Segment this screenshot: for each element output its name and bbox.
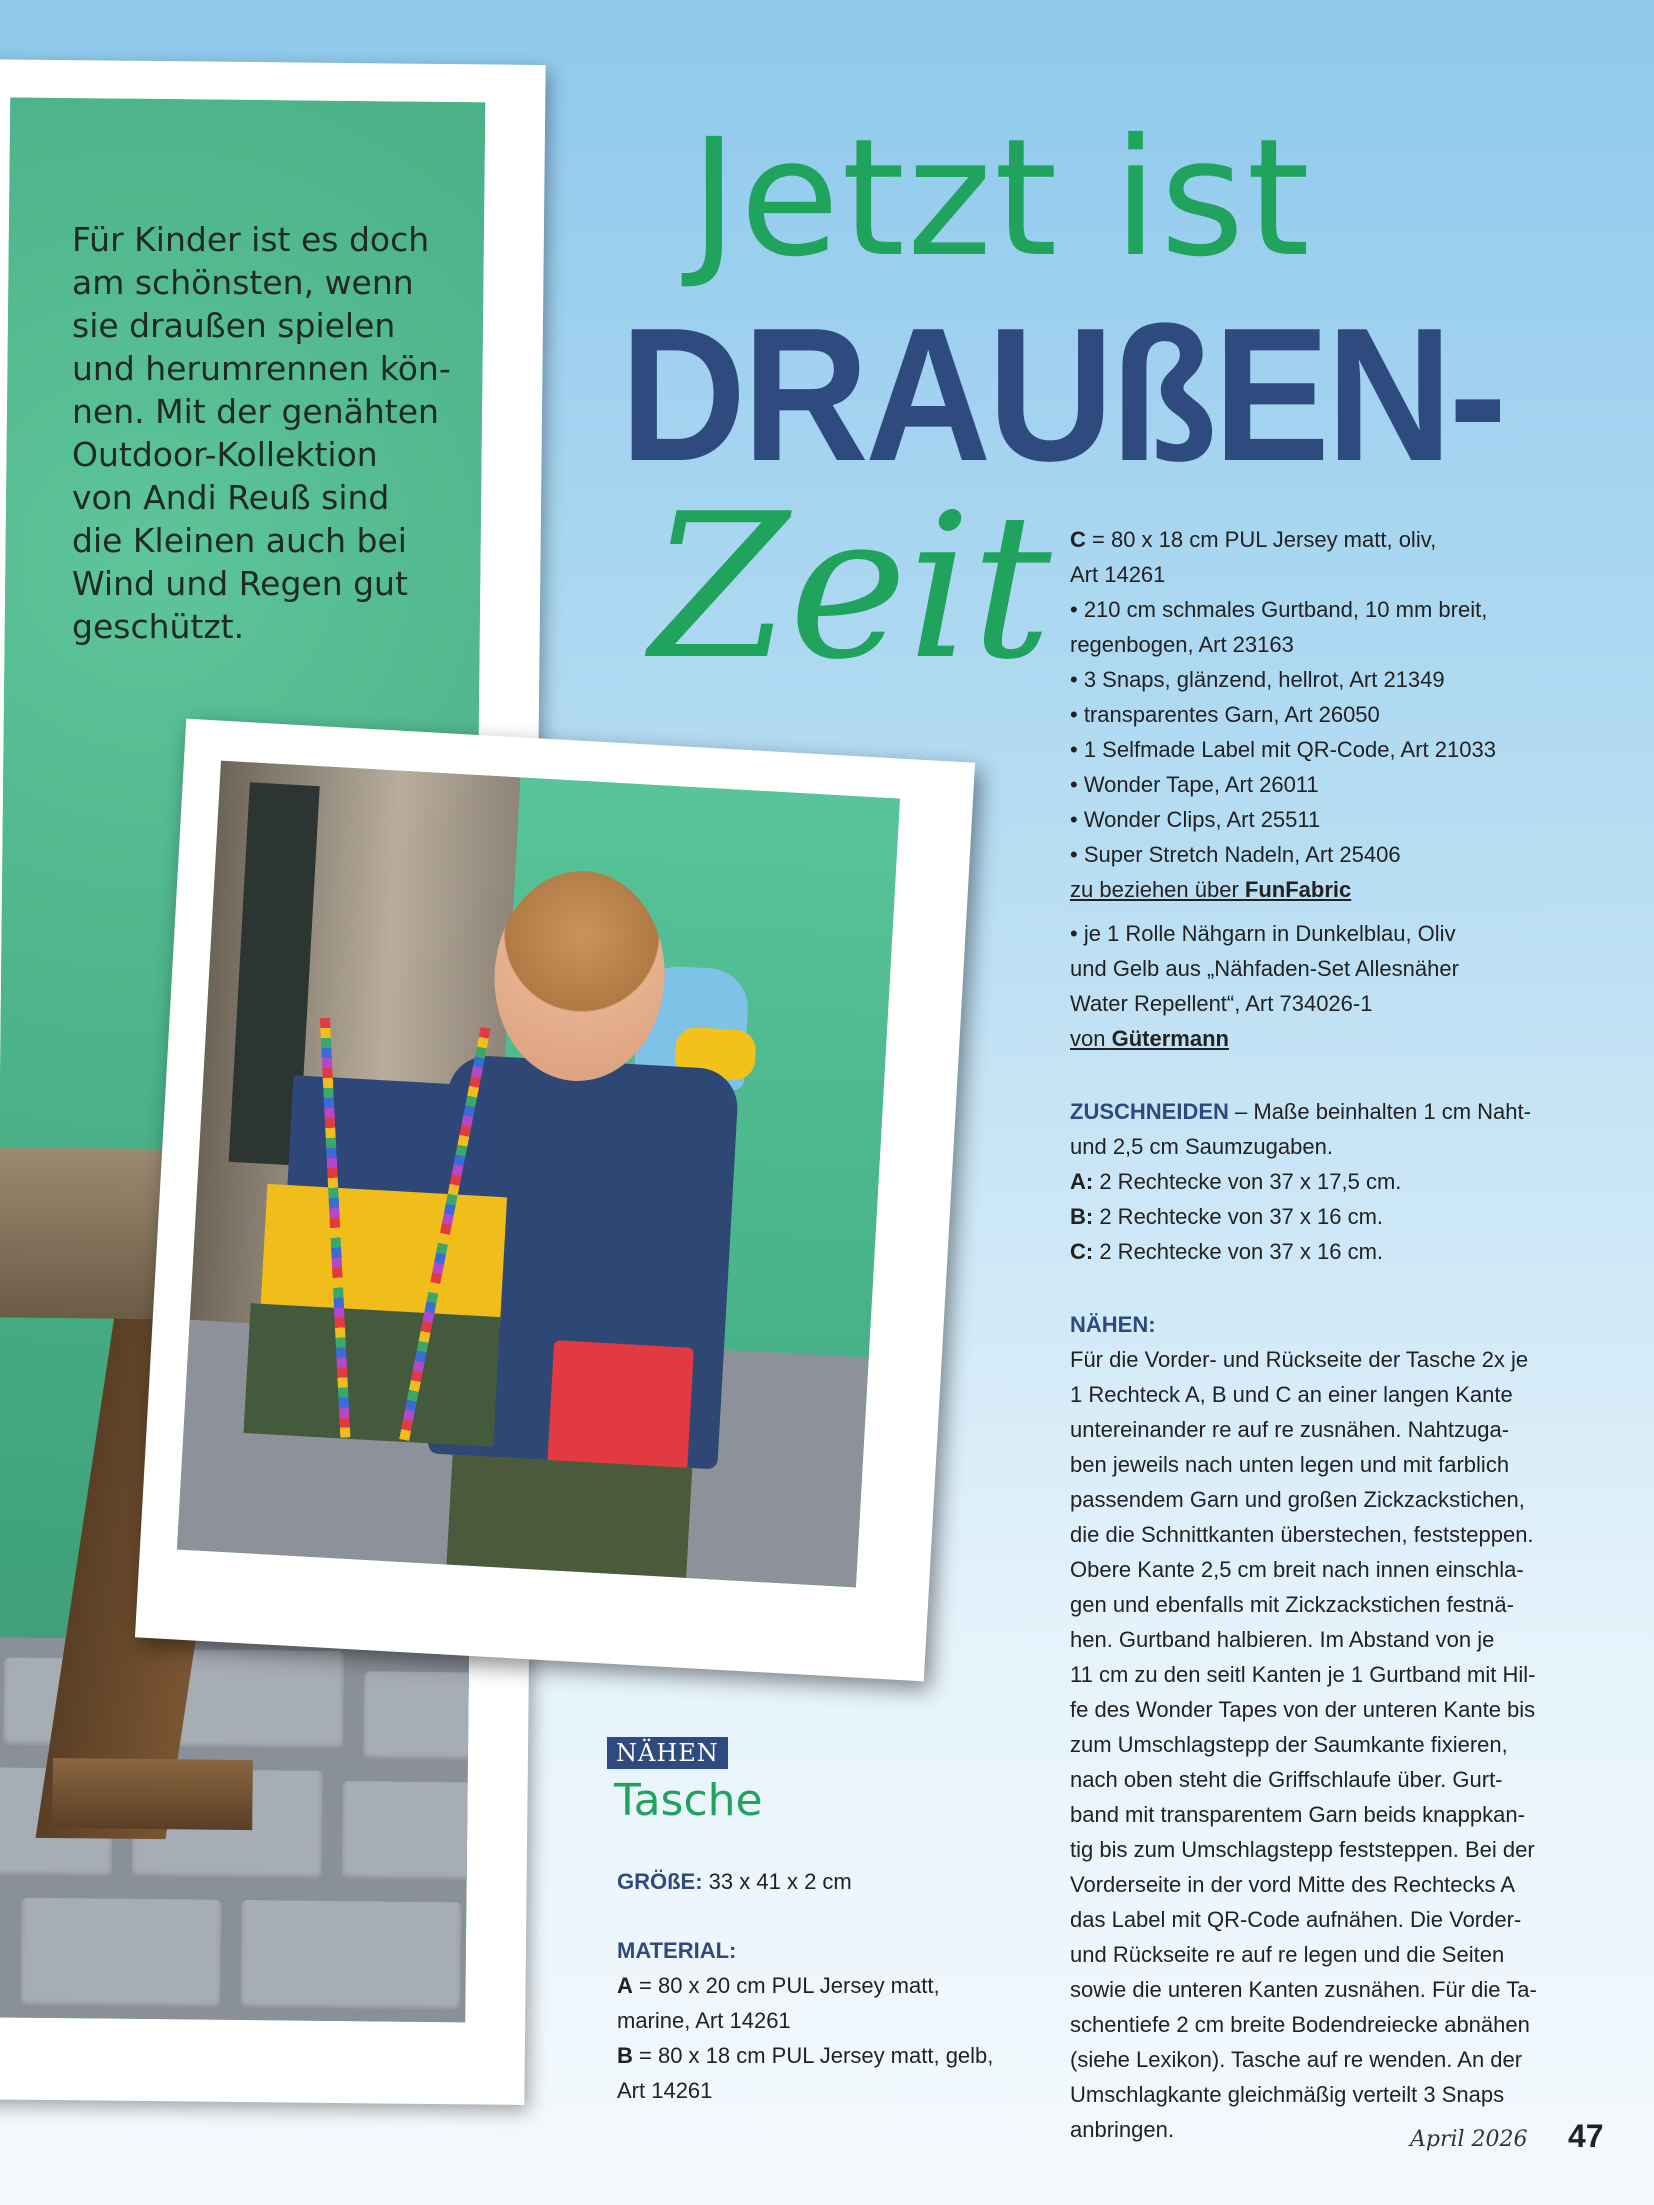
sewing-line: sowie die unteren Kanten zusnähen. Für die Ta-: [1070, 1977, 1537, 2002]
sewing-line: untereinander re auf re zusnähen. Nahtzuga-: [1070, 1417, 1510, 1442]
material-b: [617, 2038, 1037, 2108]
sewing-line: hen. Gurtband halbieren. Im Abstand von je: [1070, 1627, 1495, 1652]
headline-line-1: Jetzt ist: [690, 105, 1312, 293]
material-bullet: regenbogen, Art 23163: [1070, 632, 1294, 657]
supplier-brand: Gütermann: [1111, 1026, 1229, 1051]
intro-line: am schönsten, wenn: [72, 263, 414, 302]
headline-line-3: Zeit: [650, 471, 1052, 704]
material-c-line: Art 14261: [1070, 562, 1166, 587]
bag-olive-panel: [244, 1303, 501, 1447]
headline-line-2: DRAUßEN-: [620, 289, 1504, 501]
intro-text: [72, 218, 492, 648]
bench-foot: [52, 1758, 253, 1830]
material-bullet: • 210 cm schmales Gurtband, 10 mm breit,: [1070, 597, 1488, 622]
intro-line: Für Kinder ist es doch: [72, 220, 430, 259]
material-heading: MATERIAL:: [617, 1938, 737, 1963]
intro-line: nen. Mit der genähten: [72, 392, 439, 431]
sewing-line: 11 cm zu den seitl Kanten je 1 Gurtband mit Hil-: [1070, 1662, 1536, 1687]
footer-issue-date: April 2026: [1410, 2127, 1528, 2152]
material-bullet: • 1 Selfmade Label mit QR-Code, Art 21033: [1070, 737, 1496, 762]
material-c: [1070, 522, 1540, 557]
cutting-b-label: B:: [1070, 1204, 1094, 1229]
sewing-heading: NÄHEN:: [1070, 1312, 1156, 1337]
cutting-a: [1070, 1164, 1540, 1199]
cutting-b-value: 2 Rechtecke von 37 x 16 cm.: [1093, 1204, 1384, 1229]
supplier-line-guetermann: [1070, 1021, 1540, 1056]
sewing-line: die die Schnittkanten überstechen, feststeppen.: [1070, 1522, 1534, 1547]
material-c-line: = 80 x 18 cm PUL Jersey matt, oliv,: [1085, 527, 1437, 552]
cutting-b: [1070, 1199, 1540, 1234]
cutting-a-label: A:: [1070, 1169, 1094, 1194]
project-title: Tasche: [614, 1775, 763, 1826]
intro-line: Wind und Regen gut: [72, 564, 408, 603]
sewing-line: 1 Rechteck A, B und C an einer langen Kante: [1070, 1382, 1513, 1407]
intro-line: die Kleinen auch bei: [72, 521, 407, 560]
sewing-line: anbringen.: [1070, 2117, 1174, 2142]
supplier-prefix: von: [1070, 1026, 1112, 1051]
sewing-line: zum Umschlagstepp der Saumkante fixieren,: [1070, 1732, 1508, 1757]
material-a-label: A: [617, 1973, 633, 1998]
material-bullet: Water Repellent“, Art 734026-1: [1070, 991, 1373, 1016]
sewing-line: Für die Vorder- und Rückseite der Tasche 2x je: [1070, 1347, 1529, 1372]
sewing-line: Vorderseite in der vord Mitte des Rechtecks A: [1070, 1872, 1516, 1897]
material-bullet: • 3 Snaps, glänzend, hellrot, Art 21349: [1070, 667, 1445, 692]
cutting-a-value: 2 Rechtecke von 37 x 17,5 cm.: [1093, 1169, 1402, 1194]
cutting-c-label: C:: [1070, 1239, 1094, 1264]
sewing-line: das Label mit QR-Code aufnähen. Die Vorder-: [1070, 1907, 1522, 1932]
sewing-line: Obere Kante 2,5 cm breit nach innen einschla-: [1070, 1557, 1524, 1582]
sewing-line: und Rückseite re auf re legen und die Seiten: [1070, 1942, 1505, 1967]
material-bullet: und Gelb aus „Nähfaden-Set Allesnäher: [1070, 956, 1459, 981]
intro-line: geschützt.: [72, 607, 245, 646]
sewing-line: Umschlagkante gleichmäßig verteilt 3 Snaps: [1070, 2082, 1505, 2107]
sewing-line: fe des Wonder Tapes von der unteren Kante bis: [1070, 1697, 1536, 1722]
section-label: NÄHEN: [607, 1737, 728, 1769]
material-a: [617, 1968, 1037, 2038]
intro-line: und herumrennen kön-: [72, 349, 451, 388]
page-number: 47: [1568, 2118, 1604, 2154]
right-column: [1070, 522, 1540, 2147]
supplier-prefix: zu beziehen über: [1070, 877, 1245, 902]
sewing-line: gen und ebenfalls mit Zickzackstichen festnä-: [1070, 1592, 1514, 1617]
supplier-brand: FunFabric: [1244, 877, 1352, 902]
intro-line: Outdoor-Kollektion: [72, 435, 378, 474]
sewing-line: band mit transparentem Garn beids knappkan-: [1070, 1802, 1525, 1827]
cutting-c: [1070, 1234, 1540, 1269]
sewing-line: schentiefe 2 cm breite Bodendreiecke abnähen: [1070, 2012, 1530, 2037]
material-a-line: marine, Art 14261: [617, 2008, 791, 2033]
cutting-c-value: 2 Rechtecke von 37 x 16 cm.: [1093, 1239, 1384, 1264]
cutting-heading: ZUSCHNEIDEN: [1070, 1099, 1229, 1124]
intro-line: sie draußen spielen: [72, 306, 396, 345]
cutting-line: und 2,5 cm Saumzugaben.: [1070, 1134, 1333, 1159]
sewing-line: nach oben steht die Griffschlaufe über. Gurt-: [1070, 1767, 1503, 1792]
material-bullet: • je 1 Rolle Nähgarn in Dunkelblau, Oliv: [1070, 921, 1456, 946]
size-label: GRÖßE:: [617, 1869, 703, 1894]
size-line: [617, 1864, 852, 1899]
material-b-label: B: [617, 2043, 633, 2068]
sewing-line: ben jeweils nach unten legen und mit farblich: [1070, 1452, 1510, 1477]
intro-line: von Andi Reuß sind: [72, 478, 390, 517]
supplier-line-funfabric: [1070, 872, 1540, 907]
photo-child-with-bag: [177, 761, 900, 1588]
cutting-intro: [1070, 1094, 1540, 1129]
material-bullet: • Wonder Tape, Art 26011: [1070, 772, 1319, 797]
material-a-line: = 80 x 20 cm PUL Jersey matt,: [632, 1973, 940, 1998]
cutting-line: – Maße beinhalten 1 cm Naht-: [1228, 1099, 1531, 1124]
material-b-line: Art 14261: [617, 2078, 713, 2103]
material-b-line: = 80 x 18 cm PUL Jersey matt, gelb,: [632, 2043, 994, 2068]
sewing-line: passendem Garn und großen Zickzackstichen,: [1070, 1487, 1525, 1512]
material-bullet: • Wonder Clips, Art 25511: [1070, 807, 1321, 832]
sewing-line: tig bis zum Umschlagstepp feststeppen. Bei der: [1070, 1837, 1535, 1862]
material-c-label: C: [1070, 527, 1086, 552]
polaroid-photo-small: [135, 719, 975, 1682]
size-value: 33 x 41 x 2 cm: [702, 1869, 852, 1894]
material-bullet: • transparentes Garn, Art 26050: [1070, 702, 1380, 727]
olive-pants: [446, 1455, 692, 1578]
material-bullet: • Super Stretch Nadeln, Art 25406: [1070, 842, 1401, 867]
sewing-line: (siehe Lexikon). Tasche auf re wenden. An der: [1070, 2047, 1523, 2072]
